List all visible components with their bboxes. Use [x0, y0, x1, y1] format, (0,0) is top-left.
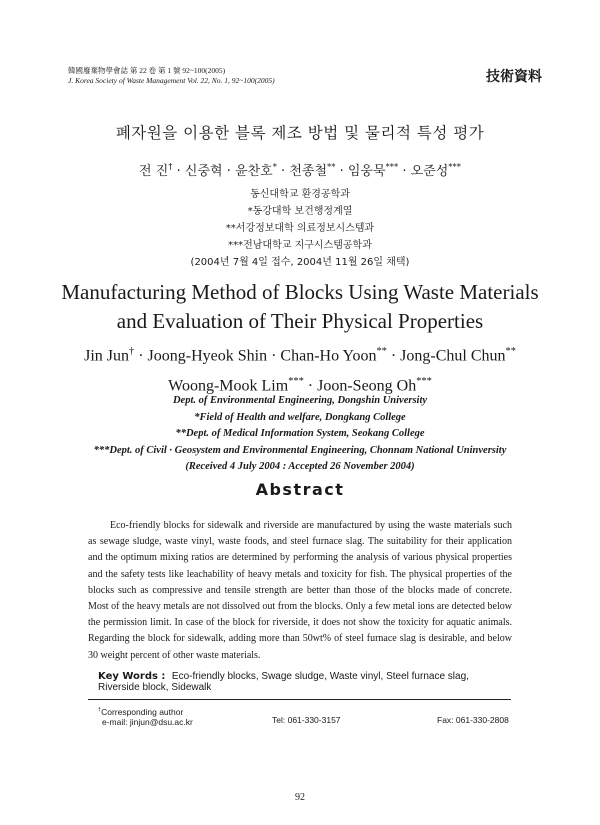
english-affiliation: Dept. of Environmental Engineering, Dongshin University [172, 395, 428, 406]
english-author: Chan-Ho Yoon [280, 347, 377, 365]
korean-affiliation: 동신대학교 환경공학과 [250, 189, 350, 200]
english-title-line: and Evaluation of Their Physical Properties [116, 309, 484, 333]
english-author: Joon-Seong Oh [317, 377, 417, 395]
keywords [98, 671, 508, 693]
corresponding-mark: † [98, 707, 102, 713]
english-title-line: Manufacturing Method of Blocks Using Waste Materials [61, 280, 539, 304]
english-author: Jin Jun [84, 347, 129, 365]
author-mark: *** [385, 161, 399, 172]
english-author: Joong-Hyeok Shin [147, 347, 268, 365]
korean-affiliation: ***전남대학교 지구시스템공학과 [228, 240, 372, 251]
korean-title: 폐자원을 이용한 블록 제조 방법 및 물리적 특성 평가 [115, 124, 485, 142]
section-label: 技術資料 [486, 69, 542, 85]
author-mark: *** [288, 376, 304, 388]
english-author: Woong-Mook Lim [168, 377, 289, 395]
english-title [0, 278, 600, 336]
corresponding-label: Corresponding author [101, 706, 184, 717]
korean-author: 신중혁 [184, 164, 223, 179]
author-mark: ** [505, 346, 516, 357]
english-author: Jong-Chul Chun [400, 347, 506, 365]
journal-header-korean: 韓國廢棄物學會誌 第 22 卷 第 1 號 92~100(2005) [68, 66, 226, 75]
english-affiliation: ***Dept. of Civil · Geosystem and Environmental Engineering, Chonnam National Uninversity [93, 444, 507, 456]
english-affiliation: *Field of Health and welfare, Dongkang College [194, 411, 406, 423]
corresponding-fax: Fax: 061-330-2808 [437, 715, 509, 725]
author-mark: *** [416, 376, 432, 388]
author-mark: *** [448, 161, 461, 172]
korean-affiliation: **서강정보대학 의료정보시스템과 [225, 223, 375, 234]
keywords-label: Key Words : [98, 671, 166, 682]
korean-author: 임웅묵 [347, 164, 386, 179]
korean-affiliation: *동강대학 보건행정계열 [247, 206, 353, 217]
korean-author: 윤찬호 [235, 164, 273, 179]
corresponding-tel: Tel: 061-330-3157 [272, 715, 341, 725]
korean-author: 오준성 [410, 164, 449, 179]
author-mark: * [272, 161, 277, 172]
author-mark: ** [327, 161, 336, 172]
corresponding-email: e-mail: jinjun@dsu.ac.kr [102, 716, 193, 727]
english-authors-line: Jin Jun† · Joong-Hyeok Shin · Chan-Ho Yoon** · Jong-Chul Chun** [84, 346, 516, 365]
footnote-divider [88, 699, 511, 700]
english-authors-line: Woong-Mook Lim*** · Joon-Seong Oh*** [168, 376, 432, 395]
journal-header-english: J. Korea Society of Waste Management Vol. 22, No. 1, 92~100(2005) [68, 76, 275, 85]
english-affiliations [0, 393, 600, 476]
author-mark: ** [376, 346, 387, 357]
page-number: 92 [295, 792, 305, 803]
korean-authors: 전 진† · 신중혁 · 윤찬호* · 천종철** · 임웅묵*** · 오준성*** [139, 161, 461, 179]
english-authors [0, 339, 600, 400]
korean-author: 천종철 [289, 164, 328, 179]
english-affiliation: **Dept. of Medical Information System, Seokang College [175, 428, 425, 439]
corresponding-author [98, 705, 193, 727]
abstract-heading: Abstract [255, 480, 345, 499]
journal-header [68, 66, 275, 86]
abstract-text: Eco-friendly blocks for sidewalk and riverside are manufactured by using the waste materials such as sewage sludge, waste vinyl, waste foods, and steel furnace slag. The suitability for their application and the optimum mixing ratios are determined by performing the analysis of various physical properties and the safety tests like leachability of heavy metals and toxicity for fish. The physical properties of the blocks such as compressive and tensile strength are better than those of the blocks made of concrete. Most of the heavy metals are not dissolved out from the blocks. Only a few metal ions are detected below the permission limit. In case of the block for riverside, it does not show the toxicity for aquatic animals. Regarding the block for sidewalk, adding more than 50wt% of steel furnace slag is desirable, and below 30 weight percent of other waste materials. [88, 520, 512, 661]
submission-dates-korean: (2004년 7월 4일 접수, 2004년 11월 26일 채택) [190, 257, 410, 268]
author-mark: † [129, 346, 135, 357]
keywords-list: Eco-friendly blocks, Swage sludge, Waste vinyl, Steel furnace slag, Riverside block, Sidewalk [98, 671, 469, 693]
author-mark: † [168, 161, 173, 172]
submission-dates-english: (Received 4 July 2004 : Accepted 26 November 2004) [185, 461, 415, 472]
korean-author: 전 진 [139, 164, 169, 179]
